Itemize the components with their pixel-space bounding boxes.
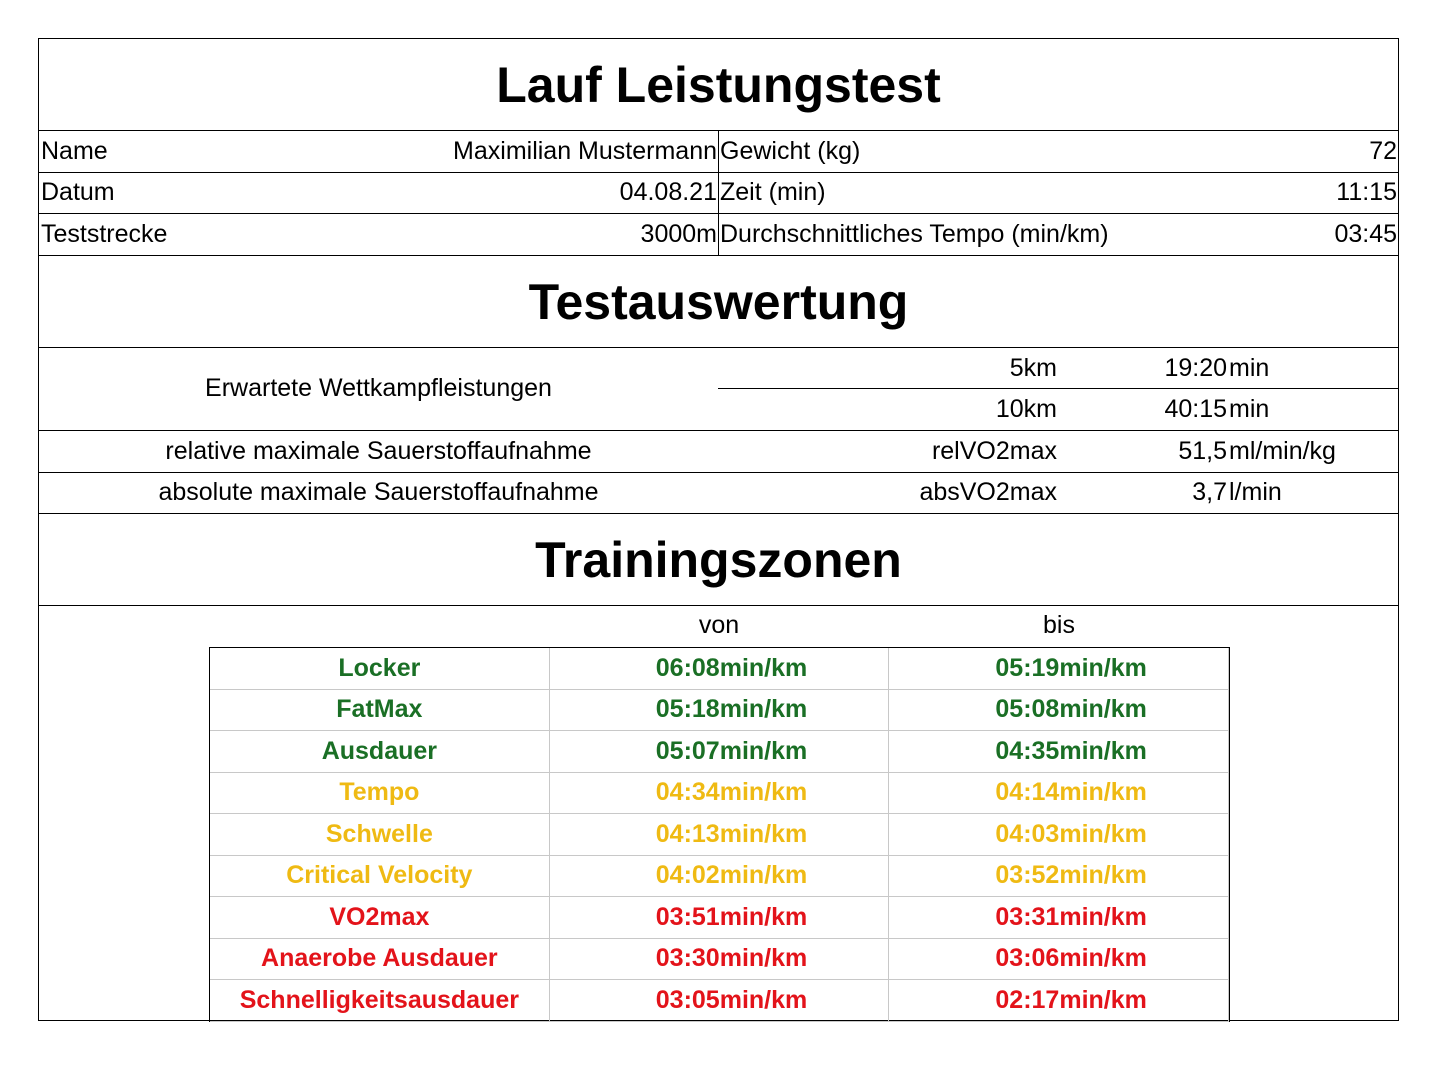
race-distance-10km: 10km: [995, 395, 1057, 423]
zone-name: Schnelligkeitsausdauer: [210, 980, 550, 1022]
zone-name: Locker: [210, 648, 550, 690]
zone-from-unit: min/km: [719, 695, 808, 724]
divider: [718, 388, 1398, 389]
race-time-5km: 19:20: [1164, 354, 1227, 382]
race-distance-5km: 5km: [1009, 354, 1057, 382]
zone-from-unit: min/km: [719, 736, 808, 765]
abs-vo2max-key: absVO2max: [919, 478, 1057, 506]
zone-to-cell: [889, 980, 1229, 1022]
rel-vo2max-unit: ml/min/kg: [1229, 437, 1336, 465]
zone-from-value: 03:30: [655, 944, 720, 973]
zone-to-cell: [889, 772, 1229, 814]
rel-vo2max-label: relative maximale Sauerstoffaufnahme: [165, 437, 592, 465]
distance-label: Teststrecke: [41, 220, 168, 248]
zone-row: [210, 772, 1229, 814]
pace-value: 03:45: [1334, 220, 1397, 248]
zone-from-unit: min/km: [719, 861, 808, 890]
zone-name: Critical Velocity: [210, 855, 550, 897]
zone-row: [210, 855, 1229, 897]
pace-label: Durchschnittliches Tempo (min/km): [720, 220, 1109, 248]
zone-from-value: 06:08: [655, 653, 720, 682]
zone-to-unit: min/km: [1059, 944, 1147, 973]
zone-to-value: 05:08: [995, 695, 1060, 724]
zone-from-cell: [549, 814, 889, 856]
zone-from-cell: [549, 731, 889, 773]
zone-row: [210, 731, 1229, 773]
abs-vo2max-label: absolute maximale Sauerstoffaufnahme: [158, 478, 599, 506]
zone-from-unit: min/km: [719, 819, 808, 848]
zone-name: Schwelle: [210, 814, 550, 856]
zone-from-value: 03:05: [655, 985, 720, 1014]
zone-to-value: 03:31: [995, 902, 1060, 931]
zone-from-unit: min/km: [719, 985, 808, 1014]
zone-to-value: 04:35: [995, 736, 1060, 765]
zone-from-cell: [549, 938, 889, 980]
test-sheet: [38, 38, 1399, 1021]
name-label: Name: [41, 137, 108, 165]
weight-value: 72: [1369, 137, 1397, 165]
zone-to-unit: min/km: [1059, 985, 1147, 1014]
zone-row: [210, 938, 1229, 980]
zone-row: [210, 814, 1229, 856]
zone-row: [210, 689, 1229, 731]
zone-to-value: 02:17: [995, 985, 1060, 1014]
zone-from-cell: [549, 772, 889, 814]
zone-name: Ausdauer: [210, 731, 550, 773]
zone-to-cell: [889, 689, 1229, 731]
zone-to-unit: min/km: [1059, 736, 1147, 765]
date-label: Datum: [41, 178, 115, 206]
zone-from-cell: [549, 980, 889, 1022]
zone-from-value: 04:34: [655, 778, 720, 807]
zone-from-value: 03:51: [655, 902, 720, 931]
zone-from-cell: [549, 855, 889, 897]
race-time-10km: 40:15: [1164, 395, 1227, 423]
zone-name: VO2max: [210, 897, 550, 939]
zones-title: Trainingszonen: [535, 532, 902, 588]
race-unit-5km: min: [1229, 354, 1270, 382]
zone-name: FatMax: [210, 689, 550, 731]
zone-from-value: 04:02: [655, 861, 720, 890]
zones-table: [209, 647, 1229, 1022]
abs-vo2max-value: 3,7: [1192, 478, 1227, 506]
zone-from-unit: min/km: [719, 902, 808, 931]
zone-from-unit: min/km: [719, 944, 808, 973]
zone-to-cell: [889, 731, 1229, 773]
rel-vo2max-key: relVO2max: [931, 437, 1057, 465]
zones-to-header: bis: [1043, 611, 1075, 639]
zone-from-value: 05:18: [655, 695, 720, 724]
zone-to-cell: [889, 938, 1229, 980]
race-unit-10km: min: [1229, 395, 1270, 423]
zone-from-cell: [549, 648, 889, 690]
time-value: 11:15: [1336, 178, 1397, 206]
zone-row: [210, 897, 1229, 939]
main-title: Lauf Leistungstest: [496, 57, 941, 113]
zone-name: Anaerobe Ausdauer: [210, 938, 550, 980]
zone-to-unit: min/km: [1059, 861, 1147, 890]
zone-to-cell: [889, 897, 1229, 939]
abs-vo2max-unit: l/min: [1229, 478, 1282, 506]
zone-to-value: 04:14: [995, 778, 1060, 807]
info-column-divider: [718, 130, 719, 255]
zone-to-cell: [889, 855, 1229, 897]
zone-to-value: 03:52: [995, 861, 1060, 890]
zone-from-unit: min/km: [719, 778, 808, 807]
distance-value: 3000m: [640, 220, 717, 248]
zone-to-cell: [889, 814, 1229, 856]
zones-from-header: von: [698, 611, 740, 639]
zone-to-unit: min/km: [1059, 653, 1147, 682]
zone-to-unit: min/km: [1059, 902, 1147, 931]
zone-to-unit: min/km: [1059, 778, 1147, 807]
zone-to-unit: min/km: [1059, 695, 1147, 724]
time-label: Zeit (min): [720, 178, 826, 206]
zone-to-unit: min/km: [1059, 819, 1147, 848]
weight-label: Gewicht (kg): [720, 137, 861, 165]
rel-vo2max-value: 51,5: [1178, 437, 1227, 465]
zone-to-value: 03:06: [995, 944, 1060, 973]
zone-to-value: 04:03: [995, 819, 1060, 848]
zone-to-value: 05:19: [995, 653, 1060, 682]
evaluation-title: Testauswertung: [528, 274, 909, 330]
zone-to-cell: [889, 648, 1229, 690]
name-value: Maximilian Mustermann: [453, 137, 717, 165]
zone-row: [210, 648, 1229, 690]
zone-from-value: 04:13: [655, 819, 720, 848]
zone-from-cell: [549, 689, 889, 731]
expected-performance-label: Erwartete Wettkampfleistungen: [205, 374, 552, 402]
zone-from-value: 05:07: [655, 736, 720, 765]
zone-name: Tempo: [210, 772, 550, 814]
date-value: 04.08.21: [619, 178, 717, 206]
zone-row: [210, 980, 1229, 1022]
zone-from-unit: min/km: [719, 653, 808, 682]
zone-from-cell: [549, 897, 889, 939]
